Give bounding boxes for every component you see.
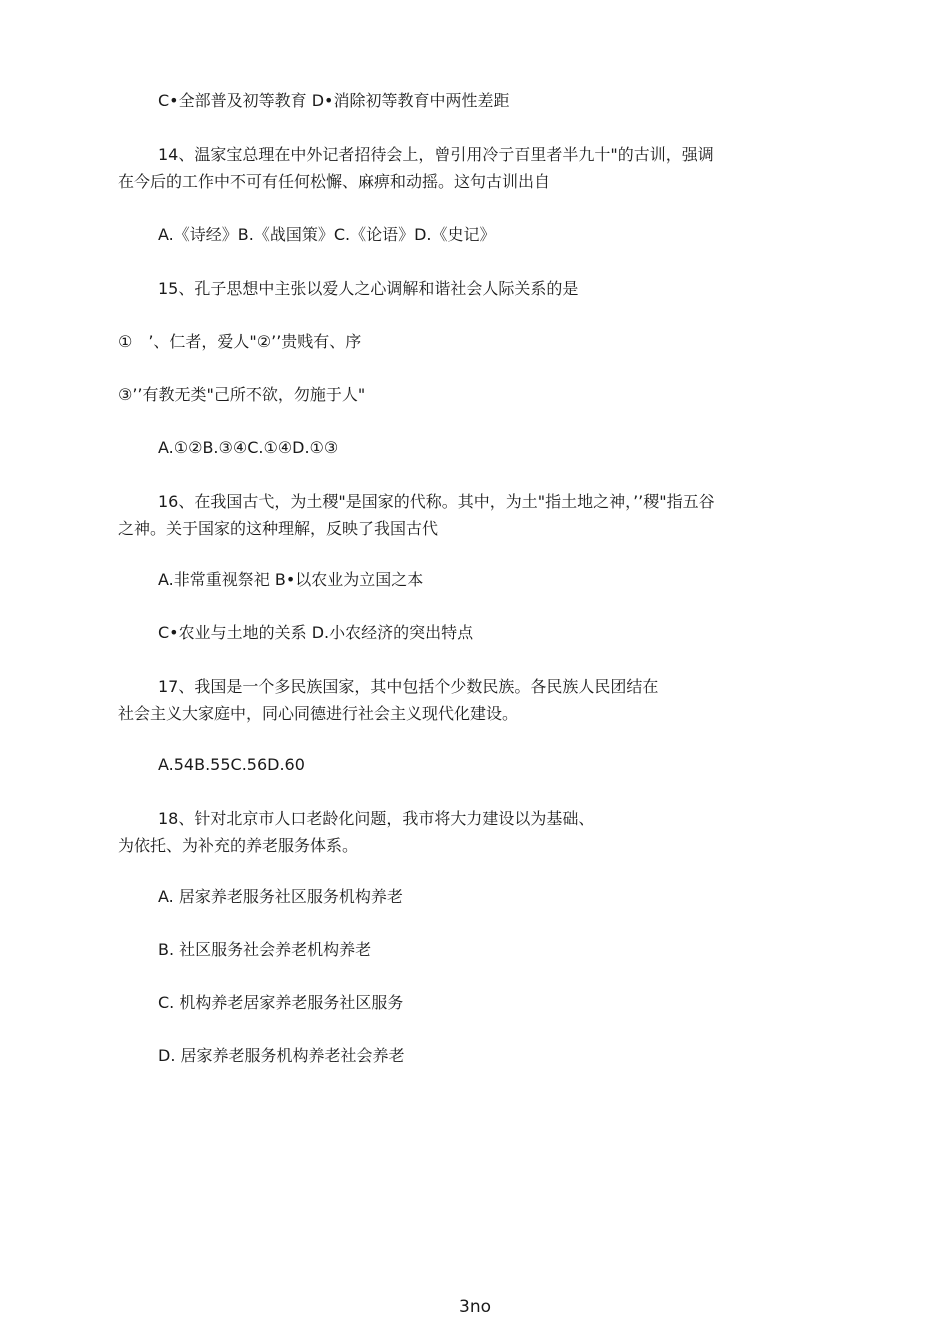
question-14-line-1: 14、温家宝总理在中外记者招待会上，曾引用冷亍百里者半九十"的古训，强调 [158, 145, 714, 164]
option-line-13-cd: C•全部普及初等教育 D•消除初等教育中两性差距 [158, 91, 510, 110]
question-18-line-1: 18、针对北京市人口老龄化问题，我市将大力建设以为基础、 [158, 809, 595, 828]
question-14-options: A.《诗经》B.《战国策》C.《论语》D.《史记》 [158, 225, 496, 244]
question-15-stem: 15、孔子思想中主张以爱人之心调解和谐社会人际关系的是 [158, 279, 579, 298]
question-18-option-a: A. 居家养老服务社区服务机构养老 [158, 887, 403, 906]
question-17-line-2: 社会主义大家庭中，同心同德进行社会主义现代化建设。 [118, 704, 519, 723]
question-15-items-1-2: ① ’、仁者，爱人"②’’贵贱有、序 [118, 332, 362, 351]
question-17-options: A.54B.55C.56D.60 [158, 755, 305, 774]
question-18-option-b: B. 社区服务社会养老机构养老 [158, 940, 372, 959]
question-16-line-2: 之神。关于国家的这种理解，反映了我国古代 [118, 519, 439, 538]
question-15-items-3-4: ③’’有教无类"己所不欲，勿施于人" [118, 385, 366, 404]
question-17-line-1: 17、我国是一个多民族国家，其中包括个少数民族。各民族人民团结在 [158, 677, 659, 696]
question-18-option-c: C. 机构养老居家养老服务社区服务 [158, 993, 404, 1012]
question-15-options: A.①②B.③④C.①④D.①③ [158, 438, 339, 457]
question-14-line-2: 在今后的工作中不可有任何松懈、麻痹和动摇。这句古训出自 [118, 172, 551, 191]
question-16-options-cd: C•农业与土地的关系 D.小农经济的突出特点 [158, 623, 474, 642]
question-18-option-d: D. 居家养老服务机构养老社会养老 [158, 1046, 405, 1065]
question-16-options-ab: A.非常重视祭祀 B•以农业为立国之本 [158, 570, 424, 589]
question-16-line-1: 16、在我国古弋，为土稷"是国家的代称。其中，为土"指土地之神，’’稷"指五谷 [158, 492, 715, 511]
page-number: 3no [459, 1297, 491, 1317]
question-18-line-2: 为依托、为补充的养老服务体系。 [118, 836, 359, 855]
